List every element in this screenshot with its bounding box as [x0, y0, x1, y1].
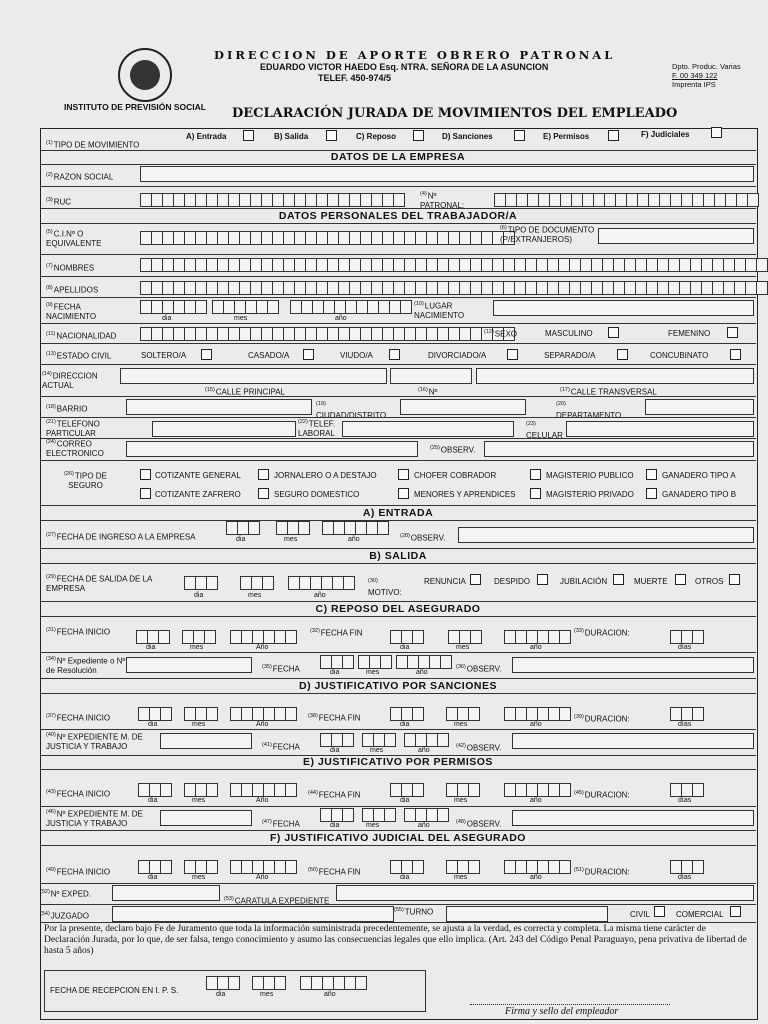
direccion-label: $^{(14)}$DIRECCION ACTUAL	[42, 371, 98, 390]
anio-label: año	[418, 822, 430, 829]
tipo-seguro-label: $^{(26)}$TIPO DE SEGURO	[64, 471, 107, 490]
dias-label: días	[678, 797, 692, 804]
reposo-observ-field[interactable]	[512, 657, 754, 673]
dia-label: dia	[400, 874, 410, 881]
patronal-boxes[interactable]	[494, 193, 758, 207]
checkbox-comercial[interactable]	[730, 906, 741, 917]
mes-label: mes	[190, 644, 204, 651]
fecha-salida-dia[interactable]	[184, 576, 217, 590]
checkbox-sanciones[interactable]	[514, 130, 525, 141]
anio-label: año	[348, 536, 360, 543]
reposo-inicio-dia[interactable]	[136, 630, 169, 644]
observ-field[interactable]	[484, 441, 754, 457]
permisos-inicio-label: $^{(43)}$FECHA INICIO	[46, 789, 111, 799]
sanciones-fecha-label: $^{(41)}$FECHA	[262, 742, 300, 752]
estado-separado: SEPARADO/A	[544, 351, 596, 360]
patronal-label: $^{(4)}$Nº PATRONAL:	[420, 191, 465, 210]
sanciones-fin-anio[interactable]	[504, 707, 570, 721]
sanciones-duracion-label: $^{(39)}$DURACION:	[574, 714, 630, 724]
reposo-fin-anio[interactable]	[504, 630, 570, 644]
estado-soltero: SOLTERO/A	[141, 351, 187, 360]
declaration-text: Por la presente, declaro bajo Fe de Juramento que toda la información suministrada precedentemente, se ajusta a la verdad, es correcta y completa. La misma tiene carácter de Declaración Jurada, por lo que, de ser falsa, tengo conocimiento y asumo las consecuencias legales que ello implica. (Art. 243 del Código Penal Paraguayo, pena privativa de libertad de hasta 5 años)	[44, 924, 747, 956]
permisos-fin-mes[interactable]	[446, 783, 479, 797]
reposo-fecha-anio[interactable]	[396, 655, 451, 669]
permisos-duracion-boxes[interactable]	[670, 783, 703, 797]
departamento-field[interactable]	[645, 399, 754, 415]
estado-viudo: VIUDO/A	[340, 351, 373, 360]
sexo-label: $^{(12)}$SEXO	[484, 329, 518, 339]
checkbox-salida[interactable]	[326, 130, 337, 141]
dia-label: dia	[146, 644, 156, 651]
permisos-fin-label: $^{(44)}$FECHA FIN	[308, 790, 361, 800]
fecha-nac-label: $^{(9)}$FECHA NACIMIENTO	[46, 302, 97, 321]
fecha-ingreso-label: $^{(27)}$FECHA DE INGRESO A LA EMPRESA	[46, 532, 196, 542]
expediente-field[interactable]	[112, 885, 220, 901]
checkbox-viudo[interactable]	[389, 349, 400, 360]
mes-label: mes	[456, 644, 470, 651]
estado-casado: CASADO/A	[248, 351, 290, 360]
lugar-nac-field[interactable]	[493, 300, 754, 316]
permisos-expediente-field[interactable]	[160, 810, 252, 826]
nombres-label: $^{(7)}$NOMBRES	[46, 263, 95, 273]
dia-label: dia	[162, 315, 172, 322]
recepcion-dia[interactable]	[206, 976, 239, 990]
movement-sanciones: D) Sanciones	[442, 132, 493, 141]
barrio-field[interactable]	[126, 399, 312, 415]
recepcion-anio[interactable]	[300, 976, 366, 990]
checkbox-despido[interactable]	[537, 574, 548, 585]
sanciones-fecha-dia[interactable]	[320, 733, 353, 747]
correo-field[interactable]	[126, 441, 418, 457]
anio-label: año	[418, 747, 430, 754]
checkbox-femenino[interactable]	[727, 327, 738, 338]
sanciones-fecha-anio[interactable]	[404, 733, 448, 747]
reposo-fin-label: $^{(32)}$FECHA FIN	[310, 628, 363, 638]
seguro-magisterio-publico: MAGISTERIO PUBLICO	[546, 471, 634, 480]
section-judicial: F) JUSTIFICATIVO JUDICIAL DEL ASEGURADO	[270, 832, 526, 844]
estado-civil-label: $^{(13)}$ESTADO CIVIL	[46, 351, 112, 361]
dia-label: dia	[400, 797, 410, 804]
sanciones-inicio-label: $^{(37)}$FECHA INICIO	[46, 713, 111, 723]
fecha-nac-mes[interactable]	[212, 300, 278, 314]
departamento-label: $^{(20)}$ DEPARTAMENTO	[556, 401, 622, 420]
dias-label: días	[678, 874, 692, 881]
permisos-inicio-mes[interactable]	[184, 783, 217, 797]
dia-label: dia	[330, 669, 340, 676]
reposo-inicio-mes[interactable]	[182, 630, 215, 644]
checkbox-divorciado[interactable]	[507, 349, 518, 360]
permisos-fin-anio[interactable]	[504, 783, 570, 797]
motivo-jubilacion: JUBILACIÓN	[560, 577, 608, 586]
judicial-inicio-anio[interactable]	[230, 860, 296, 874]
judicial-duracion-boxes[interactable]	[670, 860, 703, 874]
header-tel: TELEF. 450-974/5	[318, 73, 392, 83]
header-right	[672, 62, 741, 89]
permisos-fecha-dia[interactable]	[320, 808, 353, 822]
calle-transversal-label: $^{(17)}$CALLE TRANSVERSAL	[560, 387, 657, 397]
permisos-duracion-label: $^{(45)}$DURACION:	[574, 790, 630, 800]
movement-judiciales: F) Judiciales	[641, 130, 690, 139]
judicial-inicio-mes[interactable]	[184, 860, 217, 874]
nro-label: $^{(16)}$Nº	[418, 387, 438, 397]
dia-label: dia	[148, 721, 158, 728]
seguro-chofer: CHOFER COBRADOR	[414, 471, 497, 480]
checkbox-ganadero-a[interactable]	[646, 469, 657, 480]
expediente-label: $^{(52)}$Nº EXPED.	[40, 889, 92, 899]
anio-label: Año	[256, 797, 269, 804]
estado-concubinato: CONCUBINATO	[650, 351, 709, 360]
sanciones-fin-mes[interactable]	[446, 707, 479, 721]
sanciones-fecha-mes[interactable]	[362, 733, 395, 747]
calle-principal-label: $^{(15)}$CALLE PRINCIPAL	[205, 387, 285, 397]
ruc-boxes[interactable]	[140, 193, 404, 207]
sexo-masculino: MASCULINO	[545, 329, 593, 338]
seguro-ganadero-a: GANADERO TIPO A	[662, 471, 736, 480]
sanciones-inicio-dia[interactable]	[138, 707, 171, 721]
dias-label: días	[678, 721, 692, 728]
observ-entrada-field[interactable]	[458, 527, 754, 543]
mes-label: mes	[192, 874, 206, 881]
permisos-inicio-dia[interactable]	[138, 783, 171, 797]
checkbox-concubinato[interactable]	[730, 349, 741, 360]
checkbox-jubilacion[interactable]	[613, 574, 624, 585]
recepcion-mes[interactable]	[252, 976, 285, 990]
judicial-inicio-dia[interactable]	[138, 860, 171, 874]
nacionalidad-label: $^{(11)}$NACIONALIDAD	[46, 331, 117, 341]
fecha-ingreso-dia[interactable]	[226, 521, 259, 535]
permisos-fecha-mes[interactable]	[362, 808, 395, 822]
motivo-otros: OTROS	[695, 577, 724, 586]
permisos-fecha-label: $^{(47)}$FECHA	[262, 819, 300, 829]
judicial-fin-mes[interactable]	[446, 860, 479, 874]
dia-label: dia	[148, 797, 158, 804]
anio-label: año	[530, 644, 542, 651]
seguro-cotizante-general: COTIZANTE GENERAL	[155, 471, 241, 480]
checkbox-magisterio-publico[interactable]	[530, 469, 541, 480]
checkbox-casado[interactable]	[303, 349, 314, 360]
anio-label: año	[416, 669, 428, 676]
printer-label: Imprenta IPS	[672, 80, 716, 89]
observ-label: $^{(25)}$OBSERV.	[430, 445, 476, 455]
movement-entrada: A) Entrada	[186, 132, 227, 141]
checkbox-entrada[interactable]	[243, 130, 254, 141]
fecha-nac-anio[interactable]	[290, 300, 411, 314]
form-code: F. 00 349 122	[672, 71, 718, 80]
razon-social-field[interactable]	[140, 166, 754, 182]
ci-boxes[interactable]	[140, 231, 514, 245]
ruc-label: $^{(3)}$RUC	[46, 197, 72, 207]
ciudad-label: $^{(19)}$ CIUDAD/DISTRITO	[316, 401, 387, 420]
caratula-label: $^{(53)}$CARATULA EXPEDIENTE	[224, 896, 330, 906]
mes-label: mes	[234, 315, 248, 322]
anio-label: año	[530, 797, 542, 804]
dia-label: dia	[400, 721, 410, 728]
reposo-expediente-label: $^{(34)}$Nº Expediente o Nº de Resolución	[46, 656, 126, 675]
mes-label: mes	[454, 874, 468, 881]
mes-label: mes	[370, 747, 384, 754]
dia-label: dia	[236, 536, 246, 543]
apellidos-boxes[interactable]	[140, 281, 768, 295]
checkbox-renuncia[interactable]	[470, 574, 481, 585]
barrio-label: $^{(18)}$BARRIO	[46, 404, 88, 414]
checkbox-chofer[interactable]	[398, 469, 409, 480]
motivo-muerte: MUERTE	[634, 577, 668, 586]
checkbox-reposo[interactable]	[413, 130, 424, 141]
checkbox-civil[interactable]	[654, 906, 665, 917]
motivo-despido: DESPIDO	[494, 577, 531, 586]
seguro-magisterio-privado: MAGISTERIO PRIVADO	[546, 490, 634, 499]
permisos-observ-field[interactable]	[512, 810, 754, 826]
anio-label: año	[324, 991, 336, 998]
juzgado-field[interactable]	[112, 906, 394, 922]
mes-label: mes	[366, 669, 380, 676]
dia-label: dia	[400, 644, 410, 651]
judicial-inicio-label: $^{(49)}$FECHA INICIO	[46, 867, 111, 877]
checkbox-otros[interactable]	[729, 574, 740, 585]
permisos-fin-dia[interactable]	[390, 783, 423, 797]
motivo-label: $^{(30)}$ MOTIVO:	[368, 578, 402, 597]
telef-laboral-field[interactable]	[342, 421, 514, 437]
movement-reposo: C) Reposo	[356, 132, 396, 141]
fecha-salida-label: $^{(29)}$FECHA DE SALIDA DE LA EMPRESA	[46, 574, 152, 593]
mes-label: mes	[454, 721, 468, 728]
reposo-inicio-anio[interactable]	[230, 630, 296, 644]
judicial-fin-dia[interactable]	[390, 860, 423, 874]
checkbox-menores[interactable]	[398, 488, 409, 499]
judicial-fin-label: $^{(50)}$FECHA FIN	[308, 867, 361, 877]
nacionalidad-boxes[interactable]	[140, 327, 514, 341]
movement-salida: B) Salida	[274, 132, 309, 141]
signature-label: Firma y sello del empleador	[505, 1006, 619, 1017]
dia-label: dia	[194, 592, 204, 599]
header-title: DIRECCION DE APORTE OBRERO PATRONAL	[214, 48, 616, 62]
correo-label: $^{(24)}$CORREO ELECTRONICO	[46, 439, 104, 458]
nro-field[interactable]	[390, 368, 472, 384]
section-reposo: C) REPOSO DEL ASEGURADO	[315, 603, 481, 615]
reposo-fin-mes[interactable]	[448, 630, 481, 644]
reposo-fecha-dia[interactable]	[320, 655, 353, 669]
sanciones-observ-label: $^{(42)}$OBSERV.	[456, 743, 502, 753]
nombres-boxes[interactable]	[140, 258, 768, 272]
seguro-ganadero-b: GANADERO TIPO B	[662, 490, 737, 499]
anio-label: año	[314, 592, 326, 599]
motivo-renuncia: RENUNCIA	[424, 577, 466, 586]
mes-label: mes	[366, 822, 380, 829]
mes-label: mes	[454, 797, 468, 804]
seguro-domestico: SEGURO DOMESTICO	[274, 490, 360, 499]
mes-label: mes	[284, 536, 298, 543]
ci-label: $^{(5)}$C.I.Nº O EQUIVALENTE	[46, 229, 102, 248]
sanciones-duracion-boxes[interactable]	[670, 707, 703, 721]
observ-entrada-label: $^{(28)}$OBSERV.	[400, 533, 446, 543]
header-address: EDUARDO VICTOR HAEDO Esq. NTRA. SEÑORA DE LA ASUNCION	[260, 62, 549, 72]
permisos-observ-label: $^{(48)}$OBSERV.	[456, 819, 502, 829]
reposo-expediente-field[interactable]	[126, 657, 252, 673]
institute-label: INSTITUTO DE PREVISIÓN SOCIAL	[64, 102, 206, 112]
celular-label: $^{(23)}$ CELULAR	[526, 421, 563, 440]
reposo-duracion-boxes[interactable]	[670, 630, 703, 644]
tipo-doc-field[interactable]	[598, 228, 754, 244]
dept-label: Dpto. Produc. Varias	[672, 62, 741, 71]
permisos-inicio-anio[interactable]	[230, 783, 296, 797]
dia-label: dia	[330, 747, 340, 754]
dia-label: dia	[148, 874, 158, 881]
reposo-fecha-label: $^{(35)}$FECHA	[262, 664, 300, 674]
checkbox-cotizante-zafrero[interactable]	[140, 488, 151, 499]
seguro-jornalero: JORNALERO O A DESTAJO	[274, 471, 377, 480]
turno-field[interactable]	[446, 906, 608, 922]
permisos-fecha-anio[interactable]	[404, 808, 448, 822]
section-entrada: A) ENTRADA	[362, 507, 434, 519]
checkbox-magisterio-privado[interactable]	[530, 488, 541, 499]
sexo-femenino: FEMENINO	[668, 329, 711, 338]
fecha-nac-dia[interactable]	[140, 300, 206, 314]
movement-permisos: E) Permisos	[543, 132, 590, 141]
seguro-cotizante-zafrero: COTIZANTE ZAFRERO	[155, 490, 241, 499]
apellidos-label: $^{(8)}$APELLIDOS	[46, 285, 99, 295]
ciudad-field[interactable]	[400, 399, 526, 415]
tipo-doc-label: $^{(6)}$TIPO DE DOCUMENTO (P/EXTRANJEROS)	[500, 225, 595, 244]
checkbox-domestico[interactable]	[258, 488, 269, 499]
sanciones-fin-label: $^{(38)}$FECHA FIN	[308, 713, 361, 723]
checkbox-cotizante-general[interactable]	[140, 469, 151, 480]
juzgado-label: $^{(54)}$JUZGADO	[40, 911, 90, 921]
fecha-salida-mes[interactable]	[240, 576, 273, 590]
mes-label: mes	[192, 797, 206, 804]
ips-seal-icon	[118, 48, 172, 102]
anio-label: Año	[256, 721, 269, 728]
sanciones-observ-field[interactable]	[512, 733, 754, 749]
checkbox-separado[interactable]	[617, 349, 628, 360]
reposo-fecha-mes[interactable]	[358, 655, 391, 669]
section-trabajador: DATOS PERSONALES DEL TRABAJADOR/A	[278, 210, 518, 222]
checkbox-judiciales[interactable]	[711, 127, 722, 138]
judicial-fin-anio[interactable]	[504, 860, 570, 874]
telefono-label: $^{(21)}$TELEFONO PARTICULAR	[46, 419, 100, 438]
seguro-menores: MENORES Y APRENDICES	[414, 490, 516, 499]
section-salida: B) SALIDA	[369, 550, 427, 562]
anio-label: Año	[256, 874, 269, 881]
form-title: DECLARACIÓN JURADA DE MOVIMIENTOS DEL EMPLEADO	[232, 106, 678, 121]
mes-label: mes	[248, 592, 262, 599]
fecha-ingreso-anio[interactable]	[322, 521, 388, 535]
lugar-nac-label: $^{(10)}$LUGAR NACIMIENTO	[414, 301, 465, 320]
reposo-inicio-label: $^{(31)}$FECHA INICIO	[46, 627, 111, 637]
sanciones-expediente-label: $^{(40)}$Nº EXPEDIENTE M. DE JUSTICIA Y TRABAJO	[46, 732, 143, 751]
checkbox-permisos[interactable]	[608, 130, 619, 141]
mes-label: mes	[260, 991, 274, 998]
celular-field[interactable]	[566, 421, 754, 437]
signature-line	[470, 1004, 670, 1005]
checkbox-muerte[interactable]	[675, 574, 686, 585]
sanciones-inicio-mes[interactable]	[184, 707, 217, 721]
turno-label: $^{(55)}$TURNO	[394, 907, 434, 917]
checkbox-soltero[interactable]	[201, 349, 212, 360]
sanciones-fin-dia[interactable]	[390, 707, 423, 721]
checkbox-jornalero[interactable]	[258, 469, 269, 480]
caratula-field[interactable]	[336, 885, 754, 901]
anio-label: año	[530, 874, 542, 881]
calle-transversal-field[interactable]	[476, 368, 754, 384]
sanciones-inicio-anio[interactable]	[230, 707, 296, 721]
anio-label: año	[335, 315, 347, 322]
reposo-duracion-label: $^{(33)}$DURACION:	[574, 628, 630, 638]
juzgado-comercial: COMERCIAL	[676, 910, 724, 919]
section-permisos: E) JUSTIFICATIVO POR PERMISOS	[303, 756, 493, 768]
sanciones-expediente-field[interactable]	[160, 733, 252, 749]
section-sanciones: D) JUSTIFICATIVO POR SANCIONES	[299, 680, 497, 692]
permisos-expediente-label: $^{(46)}$Nº EXPEDIENTE M. DE JUSTICIA Y TRABAJO	[46, 809, 143, 828]
dia-label: dia	[330, 822, 340, 829]
dia-label: dia	[216, 991, 226, 998]
reposo-fin-dia[interactable]	[390, 630, 423, 644]
section-empresa: DATOS DE LA EMPRESA	[330, 151, 466, 163]
telefono-field[interactable]	[152, 421, 296, 437]
reposo-observ-label: $^{(36)}$OBSERV.	[456, 664, 502, 674]
movement-label: $^{(1)}$TIPO DE MOVIMIENTO	[46, 140, 140, 150]
razon-social-label: $^{(2)}$RAZON SOCIAL	[46, 172, 114, 182]
anio-label: año	[530, 721, 542, 728]
fecha-ingreso-mes[interactable]	[276, 521, 309, 535]
fecha-salida-anio[interactable]	[288, 576, 354, 590]
mes-label: mes	[192, 721, 206, 728]
checkbox-ganadero-b[interactable]	[646, 488, 657, 499]
estado-divorciado: DIVORCIADO/A	[428, 351, 487, 360]
dias-label: días	[678, 644, 692, 651]
juzgado-civil: CIVIL	[630, 910, 651, 919]
recepcion-label: FECHA DE RECEPCION EN I. P. S.	[50, 986, 179, 995]
calle-principal-field[interactable]	[120, 368, 387, 384]
judicial-duracion-label: $^{(51)}$DURACION:	[574, 867, 630, 877]
anio-label: Año	[256, 644, 269, 651]
telef-laboral-label: $^{(22)}$TELEF. LABORAL	[298, 419, 336, 438]
checkbox-masculino[interactable]	[608, 327, 619, 338]
